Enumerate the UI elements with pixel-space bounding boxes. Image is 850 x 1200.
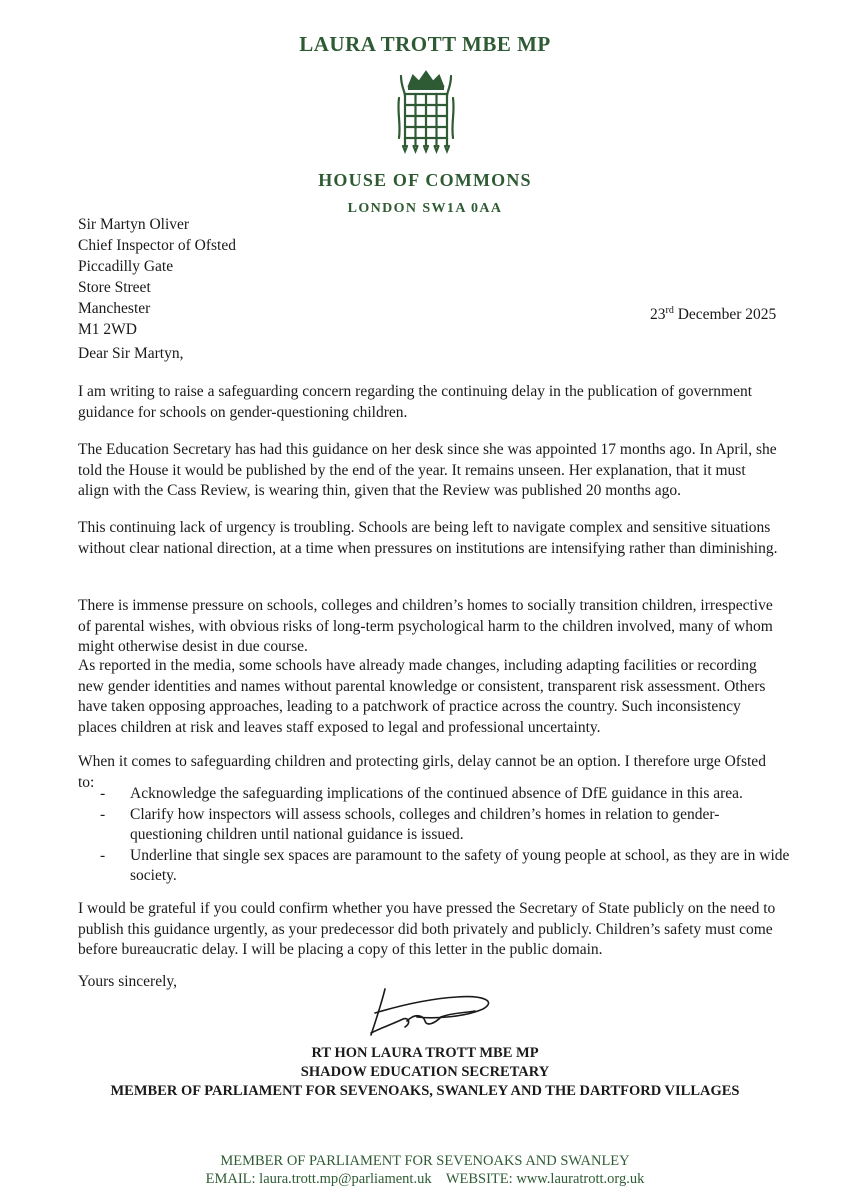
paragraph-4: There is immense pressure on schools, colleges and children’s homes to socially transition children, irrespective of parental wishes, with obvious risks of long-term psychological harm to the children involved, many of whom might otherwise desist in due course. bbox=[78, 597, 773, 655]
letterhead-house: HOUSE OF COMMONS bbox=[318, 170, 532, 190]
bullet-marker: - bbox=[100, 846, 106, 864]
paragraph-2: The Education Secretary has had this guidance on her desk since she was appointed 17 months ago. In April, she told the House it would be published by the end of the year. It remains unseen. Her explanation, that it must align with the Cass Review, is wearing thin, given that the Review was published 20 months ago. bbox=[78, 441, 777, 499]
letterhead-mp-name: LAURA TROTT MBE MP bbox=[299, 32, 551, 56]
signatory-name: RT HON LAURA TROTT MBE MP bbox=[311, 1045, 539, 1061]
footer bbox=[0, 1152, 850, 1188]
footer-line1: MEMBER OF PARLIAMENT FOR SEVENOAKS AND SWANLEY bbox=[220, 1153, 630, 1169]
bullet-marker: - bbox=[100, 785, 106, 802]
bullet-marker: - bbox=[100, 805, 106, 823]
address-line: Store Street bbox=[78, 279, 151, 296]
letter-date bbox=[650, 305, 776, 324]
salutation: Dear Sir Martyn, bbox=[78, 345, 184, 362]
address-line: Chief Inspector of Ofsted bbox=[78, 237, 236, 254]
bullet-text: Clarify how inspectors will assess schools, colleges and children’s homes in relation to gender-questioning children until national guidance is issued. bbox=[130, 805, 720, 843]
closing: Yours sincerely, bbox=[78, 973, 178, 990]
address-line: Manchester bbox=[78, 300, 151, 317]
signature-icon bbox=[365, 983, 505, 1041]
date-rest: December 2025 bbox=[673, 306, 777, 324]
signatory-constituency: MEMBER OF PARLIAMENT FOR SEVENOAKS, SWANLEY AND THE DARTFORD VILLAGES bbox=[110, 1083, 740, 1099]
address-line: Piccadilly Gate bbox=[78, 258, 174, 275]
website-label: WEBSITE: bbox=[445, 1171, 513, 1187]
paragraph-6: When it comes to safeguarding children and protecting girls, delay cannot be an option. I therefore urge Ofsted to: bbox=[78, 753, 766, 791]
paragraph-3: This continuing lack of urgency is troubling. Schools are being left to navigate complex and sensitive situations without clear national direction, at a time when pressures on institutions are intensifying rather than diminishing. bbox=[78, 519, 778, 557]
paragraph-5: As reported in the media, some schools have already made changes, including adapting facilities or recording new gender identities and names without parental knowledge or consistent, transparent risk assessment. Others have taken opposing approaches, leading to a patchwork of practice across the country. Such inconsistency places children at risk and leaves staff exposed to legal and professional uncertainty. bbox=[78, 657, 766, 736]
list-item bbox=[100, 846, 790, 887]
recipient-address bbox=[78, 214, 236, 340]
date-day: 23 bbox=[650, 306, 666, 324]
footer-contact bbox=[0, 1170, 850, 1188]
signature-block bbox=[0, 1044, 850, 1101]
email-label: EMAIL: bbox=[205, 1171, 256, 1187]
signatory-role: SHADOW EDUCATION SECRETARY bbox=[300, 1064, 550, 1080]
list-item bbox=[100, 805, 790, 846]
paragraph-7: I would be grateful if you could confirm whether you have pressed the Secretary of State publicly on the need to publish this guidance urgently, as your predecessor did both privately and publicly. Children’s safety must come before bureaucratic delay. I will be placing a copy of this letter in the public domain. bbox=[78, 900, 776, 958]
bullet-text: Underline that single sex spaces are paramount to the safety of young people at school, as they are in wide society. bbox=[130, 846, 790, 884]
bullet-list bbox=[100, 784, 790, 887]
address-line: M1 2WD bbox=[78, 321, 137, 338]
portcullis-icon bbox=[395, 68, 457, 154]
website-link[interactable]: www.lauratrott.org.uk bbox=[516, 1171, 645, 1187]
address-line: Sir Martyn Oliver bbox=[78, 216, 190, 233]
email-link[interactable]: laura.trott.mp@parliament.uk bbox=[259, 1171, 432, 1187]
letterhead-address: LONDON SW1A 0AA bbox=[347, 201, 503, 216]
date-suffix: rd bbox=[665, 305, 674, 316]
bullet-text: Acknowledge the safeguarding implications of the continued absence of DfE guidance in this area. bbox=[130, 785, 743, 802]
list-item bbox=[100, 784, 790, 805]
paragraph-1: I am writing to raise a safeguarding concern regarding the continuing delay in the publication of government guidance for schools on gender-questioning children. bbox=[78, 383, 753, 421]
